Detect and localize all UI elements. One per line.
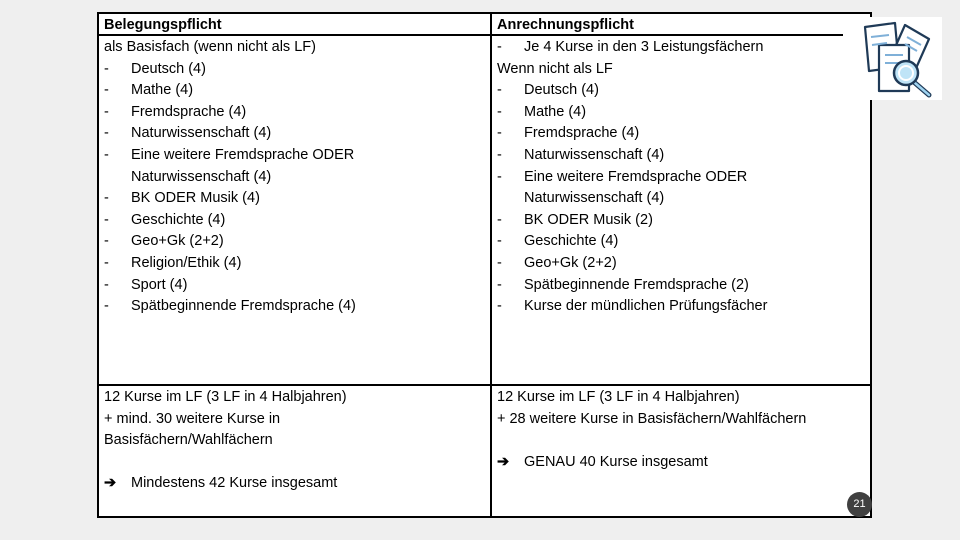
list-item: - Naturwissenschaft (4) [497, 146, 665, 163]
list-item: - BK ODER Musik (4) [104, 190, 260, 207]
header-belegungspflicht: Belegungspflicht [99, 14, 492, 36]
page-number: 21 [847, 492, 872, 517]
list-item: - Deutsch (4) [104, 60, 206, 77]
list-item: - Mathe (4) [497, 103, 587, 120]
list-item: - Geschichte (4) [497, 233, 619, 250]
anrechnung-summary: 12 Kurse im LF (3 LF in 4 Halbjahren) + 28 weitere Kurse in Basisfächern/Wahlfächern ➔ GENAU 40 Kurse insgesamt [492, 384, 870, 516]
list-item: - Kurse der mündlichen Prüfungsfächer [497, 298, 768, 315]
anrechnung-intro: Wenn nicht als LF [497, 60, 613, 77]
list-item: - Spätbeginnende Fremdsprache (4) [104, 298, 356, 315]
arrow-icon: ➔ [104, 475, 117, 492]
arrow-icon: ➔ [497, 453, 510, 470]
list-item: - Sport (4) [104, 276, 188, 293]
belegung-list [99, 36, 492, 384]
list-item: - Eine weitere Fremdsprache ODER [104, 146, 355, 163]
header-anrechnungspflicht: Anrechnungspflicht [492, 14, 870, 36]
list-item: - Geo+Gk (2+2) [104, 233, 224, 250]
list-item: - Fremdsprache (4) [104, 103, 247, 120]
list-item-continuation: Naturwissenschaft (4) [524, 190, 665, 207]
list-item: - Geschichte (4) [104, 211, 226, 228]
list-item: - Je 4 Kurse in den 3 Leistungsfächern [497, 39, 764, 55]
comparison-table [97, 12, 872, 518]
belegung-intro: als Basisfach (wenn nicht als LF) [104, 39, 316, 55]
list-item: - Spätbeginnende Fremdsprache (2) [497, 276, 749, 293]
list-item: - Religion/Ethik (4) [104, 254, 242, 271]
list-item: - Naturwissenschaft (4) [104, 125, 272, 142]
anrechnung-list [492, 36, 870, 384]
list-item: - Deutsch (4) [497, 82, 599, 99]
list-item: - Geo+Gk (2+2) [497, 254, 617, 271]
anrechnung-total: ➔ GENAU 40 Kurse insgesamt [497, 452, 865, 474]
belegung-total: ➔ Mindestens 42 Kurse insgesamt [104, 473, 485, 495]
list-item: - BK ODER Musik (2) [497, 211, 653, 228]
belegung-summary: 12 Kurse im LF (3 LF in 4 Halbjahren) + mind. 30 weitere Kurse in Basisfächern/Wahlfächern ➔ Mindestens 42 Kurse insgesamt [99, 384, 492, 516]
list-item: - Eine weitere Fremdsprache ODER [497, 168, 748, 185]
document-search-icon [843, 17, 942, 100]
list-item-continuation: Naturwissenschaft (4) [131, 168, 272, 185]
list-item: - Mathe (4) [104, 82, 194, 99]
list-item: - Fremdsprache (4) [497, 125, 640, 142]
